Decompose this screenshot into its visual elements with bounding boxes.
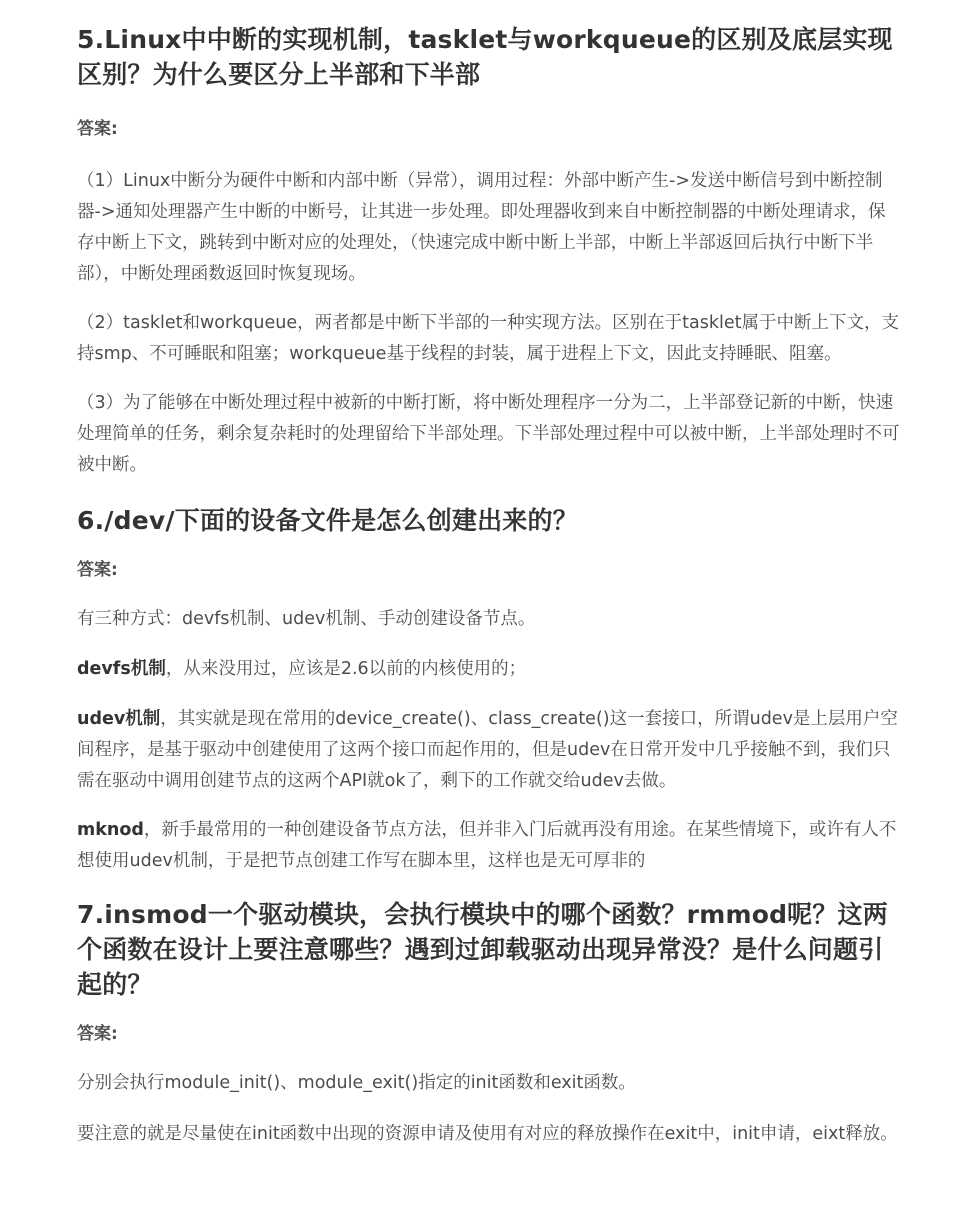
question-6-heading: 6./dev/下面的设备文件是怎么创建出来的？ [77,506,578,535]
answer-paragraph [77,815,900,877]
term-description: ，其实就是现在常用的device_create()、class_create()这一套接口，所谓udev是上层用户空间程序，是基于驱动中创建使用了这两个接口而起作用的，但是udev在日常开发中几乎接触不到，我们只需在驱动中调用创建节点的这两个API就ok了，剩下的工作就交给udev去做。 [77,709,898,791]
answer-paragraph: 分别会执行module_init()、module_exit()指定的init函数和exit函数。 [77,1073,636,1093]
answer-paragraph: （3）为了能够在中断处理过程中被新的中断打断，将中断处理程序一分为二，上半部登记新的中断，快速处理简单的任务，剩余复杂耗时的处理留给下半部处理。下半部处理过程中可以被中断，上半部处理时不可被中断。 [77,393,900,475]
term-description: ，新手最常用的一种创建设备节点方法，但并非入门后就再没有用途。在某些情境下，或许有人不想使用udev机制，于是把节点创建工作写在脚本里，这样也是无可厚非的 [77,820,897,871]
question-7-heading: 7.insmod一个驱动模块，会执行模块中的哪个函数？rmmod呢？这两个函数在设计上要注意哪些？遇到过卸载驱动出现异常没？是什么问题引起的？ [77,900,888,999]
question-5-heading: 5.Linux中中断的实现机制，tasklet与workqueue的区别及底层实现区别？为什么要区分上半部和下半部 [77,25,893,89]
term-devfs: devfs机制 [77,659,166,679]
answer-label: 答案: [77,1024,118,1044]
term-mknod: mknod [77,820,144,840]
answer-paragraph: （2）tasklet和workqueue，两者都是中断下半部的一种实现方法。区别在于tasklet属于中断上下文，支持smp、不可睡眠和阻塞；workqueue基于线程的封装，属于进程上下文，因此支持睡眠、阻塞。 [77,313,899,364]
answer-paragraph [77,654,900,685]
answer-paragraph: （1）Linux中断分为硬件中断和内部中断（异常），调用过程：外部中断产生->发送中断信号到中断控制器->通知处理器产生中断的中断号，让其进一步处理。即处理器收到来自中断控制器的中断处理请求，保存中断上下文，跳转到中断对应的处理处，（快速完成中断中断上半部，中断上半部返回后执行中断下半部），中断处理函数返回时恢复现场。 [77,171,886,284]
answer-paragraph [77,704,900,797]
term-description: ，从来没用过，应该是2.6以前的内核使用的； [165,659,527,679]
answer-paragraph: 要注意的就是尽量使在init函数中出现的资源申请及使用有对应的释放操作在exit中，init申请，eixt释放。 [77,1124,898,1144]
answer-label: 答案: [77,560,118,580]
term-udev: udev机制 [77,709,161,729]
answer-paragraph: 有三种方式：devfs机制、udev机制、手动创建设备节点。 [77,609,536,629]
answer-label: 答案: [77,119,118,139]
